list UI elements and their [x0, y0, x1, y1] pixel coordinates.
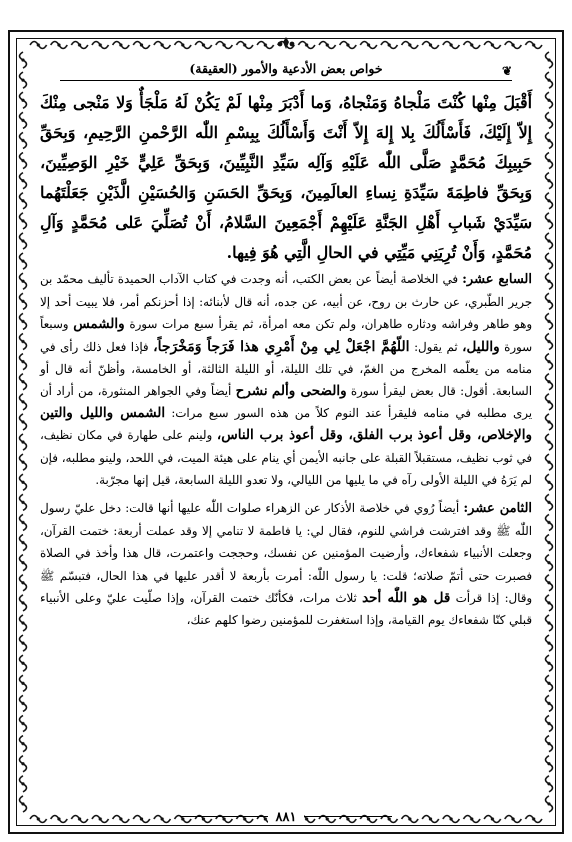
header-title: خواص بعض الأدعية والأمور (العقيقة) — [189, 61, 383, 76]
page-number: ٨٨١ — [268, 810, 305, 825]
text-line: أيضاً وفي الجواهر المنثورة، من أراد أن يرى مطلبه في منامه فليقرأ عند النوم — [40, 384, 533, 421]
section-seventeenth — [40, 268, 532, 491]
section-eighteenth — [40, 497, 532, 631]
section-heading: الثامن عشر: — [463, 501, 533, 517]
sura-name: والليل، — [462, 338, 500, 355]
dua-line: النَّبِيِّينَ، وَبِحَقِّ عَلِيٍّ خَيْرِ الوَصِيِّينَ، وَبِحَقِّ فاطِمَةَ سَيِّدَةِ نِساءِ — [40, 153, 532, 202]
running-header — [60, 60, 512, 81]
right-ornament-border — [540, 50, 558, 814]
sura-name: قل هو اللّٰه أحد — [362, 589, 451, 606]
dua-phrase: اللّهُمَّ اجْعَلْ لِي مِنْ أَمْرِي هذا فَرَجاً وَمَخْرَجاً، — [153, 338, 410, 355]
text-line: قلت: يا رسول اللّٰه: أمرت بأربعة لا أقدر عليها في هذا الحال، فتبسّم ﷺ وقال: — [40, 568, 533, 605]
section-heading: السابع عشر: — [462, 272, 533, 287]
text-line: تنامي إلا وقد عملت أربعة: ختمت القرآن، وجعلت الأنبياء شفعاءك، وأرضيت المؤمنين — [40, 524, 532, 561]
sura-name: نشرح — [235, 383, 268, 400]
text-line: الخامسة، وأظنّ أنه قال أو السابعة. أقول: قال بعض ليقرأ سورة — [40, 361, 533, 399]
text-line: أيضاً رُوي في خلاصة الأذكار عن الزهراء صلوات اللّٰه عليها — [177, 501, 460, 516]
dua-line: وَأَنْ تُرِيَنِي مَيِّتِي في الحالِ الَّتِي هُوَ فِيها. — [226, 243, 486, 262]
text-line: ولينو مطلبه، فإن لم يَرَهُ في الليلة الأولى رآه في ما يليها من الليالي، ولا تعدو الليلة — [40, 450, 532, 487]
text-line: وسبعاً سورة — [40, 317, 533, 354]
text-line: ثلاث مرات، فكأنّك ختمت القرآن، وإذا صلّيت عليّ — [106, 590, 357, 605]
text-line: أنها قالت: دخل عليّ رسول اللّٰه ﷺ وقد افترشت فراشي للنوم، فقال لي: يا فاطمة لا — [40, 501, 533, 539]
text-line: الآداب الحميدة تأليف محمّد بن جرير الطّبري، عن حارث بن روح، عن أبيه، عن — [40, 272, 532, 310]
text-line: طاهران، ولم تكن معه امرأة، ثم يقرأ سبع مرات سورة — [129, 317, 403, 332]
sura-list: الشمس والليل والتين والإخلاص، وقل أعوذ — [40, 405, 533, 444]
sura-name: والضحى وألم — [271, 383, 347, 400]
text-line: ثم يقول: — [414, 339, 458, 354]
sura-name: والشمس — [73, 316, 125, 333]
text-line: ذلك رأى في منامه من يعلّمه المخرج من الغمّ، في تلك الليلة، أو الليلة الثالثة، أو — [40, 339, 532, 376]
dua-line: العالَمِينَ، وَبِحَقِّ الحَسَنِ وَالحُسَيْنِ الَّذَيْنِ جَعَلْتَهُما سَيِّدَيْ شَبابِ — [40, 183, 532, 232]
text-line: جده، أنه قال لأبنائه: إذا أحزنكم أمر، فلا يبيت أحد إلا وهو طاهر وفراشه ودثاره — [40, 295, 533, 332]
crest-ornament-icon — [276, 36, 296, 50]
text-line: ولينم على طهارة في مكان نظيف، في — [40, 428, 533, 465]
text-line: فإذا فعل — [106, 339, 149, 354]
text-line: وعلى الأنبياء قبلي كنّا شفعاءك يوم القيامة، وإذا استغفرت للمؤمنين رضوا كلهم عنك، — [40, 590, 532, 628]
sura-list: برب الفلق، وقل أعوذ برب الناس، — [216, 427, 413, 444]
text-line: في الخلاصة أيضاً عن بعض الكتب، أنه وجدت في كتاب — [192, 272, 458, 286]
dua-line: الرَّحْمنِ الرَّحِيمِ، وَبِحَقِّ حَبِيبِكَ مُحَمَّدٍ صَلَّى اللّٰه عَلَيْهِ وَآلِه سَيِّدِ — [40, 123, 532, 172]
text-line: إذا قرأت — [455, 590, 500, 605]
header-flourish-icon: ❦ — [501, 64, 512, 78]
text-line: كلاً من هذه السور سبع مرات: — [171, 406, 329, 421]
dua-line: أَهْلِ الجَنَّةِ عَلَيْهِمْ أَجْمَعِينَ السَّلامُ، أَنْ تُصَلِّيَ عَلى مُحَمَّدٍ وَآلِ مُحَمَّدٍ، — [40, 213, 532, 262]
dua-line: أَقْبَلَ مِنْها كُنْتَ مَلْجاهُ وَمَنْجاهُ، وَما أَدْبَرَ مِنْها لَمْ يَكُنْ لَهُ مَلْجَأٌ وَلا — [116, 93, 532, 112]
text-line: ثوب نظيف، مستقبلاً القبلة على جانبه الأيمن أي ينام على هيئة الميت، في اللحد، — [125, 450, 513, 465]
supplication-block — [40, 88, 532, 268]
dua-line: مَنْجى مِنْكَ إِلاّ إِلَيْكَ، فَأَسْأَلُكَ بِلا إِلهَ إِلاّ أَنْتَ وَأَسْأَلُكَ بِبِسْمِ اللّٰه — [40, 93, 532, 142]
text-line: عن نفسك، وحججت واعتمرت، قال هذا وأخذ في الصلاة فصبرت حتى أتمّ صلاته؛ — [40, 546, 532, 583]
page-footer — [0, 806, 572, 826]
text-line: السابعة، قيل إنها مجرّبة. — [95, 472, 215, 487]
page-body — [40, 88, 532, 631]
left-ornament-border — [14, 50, 32, 814]
